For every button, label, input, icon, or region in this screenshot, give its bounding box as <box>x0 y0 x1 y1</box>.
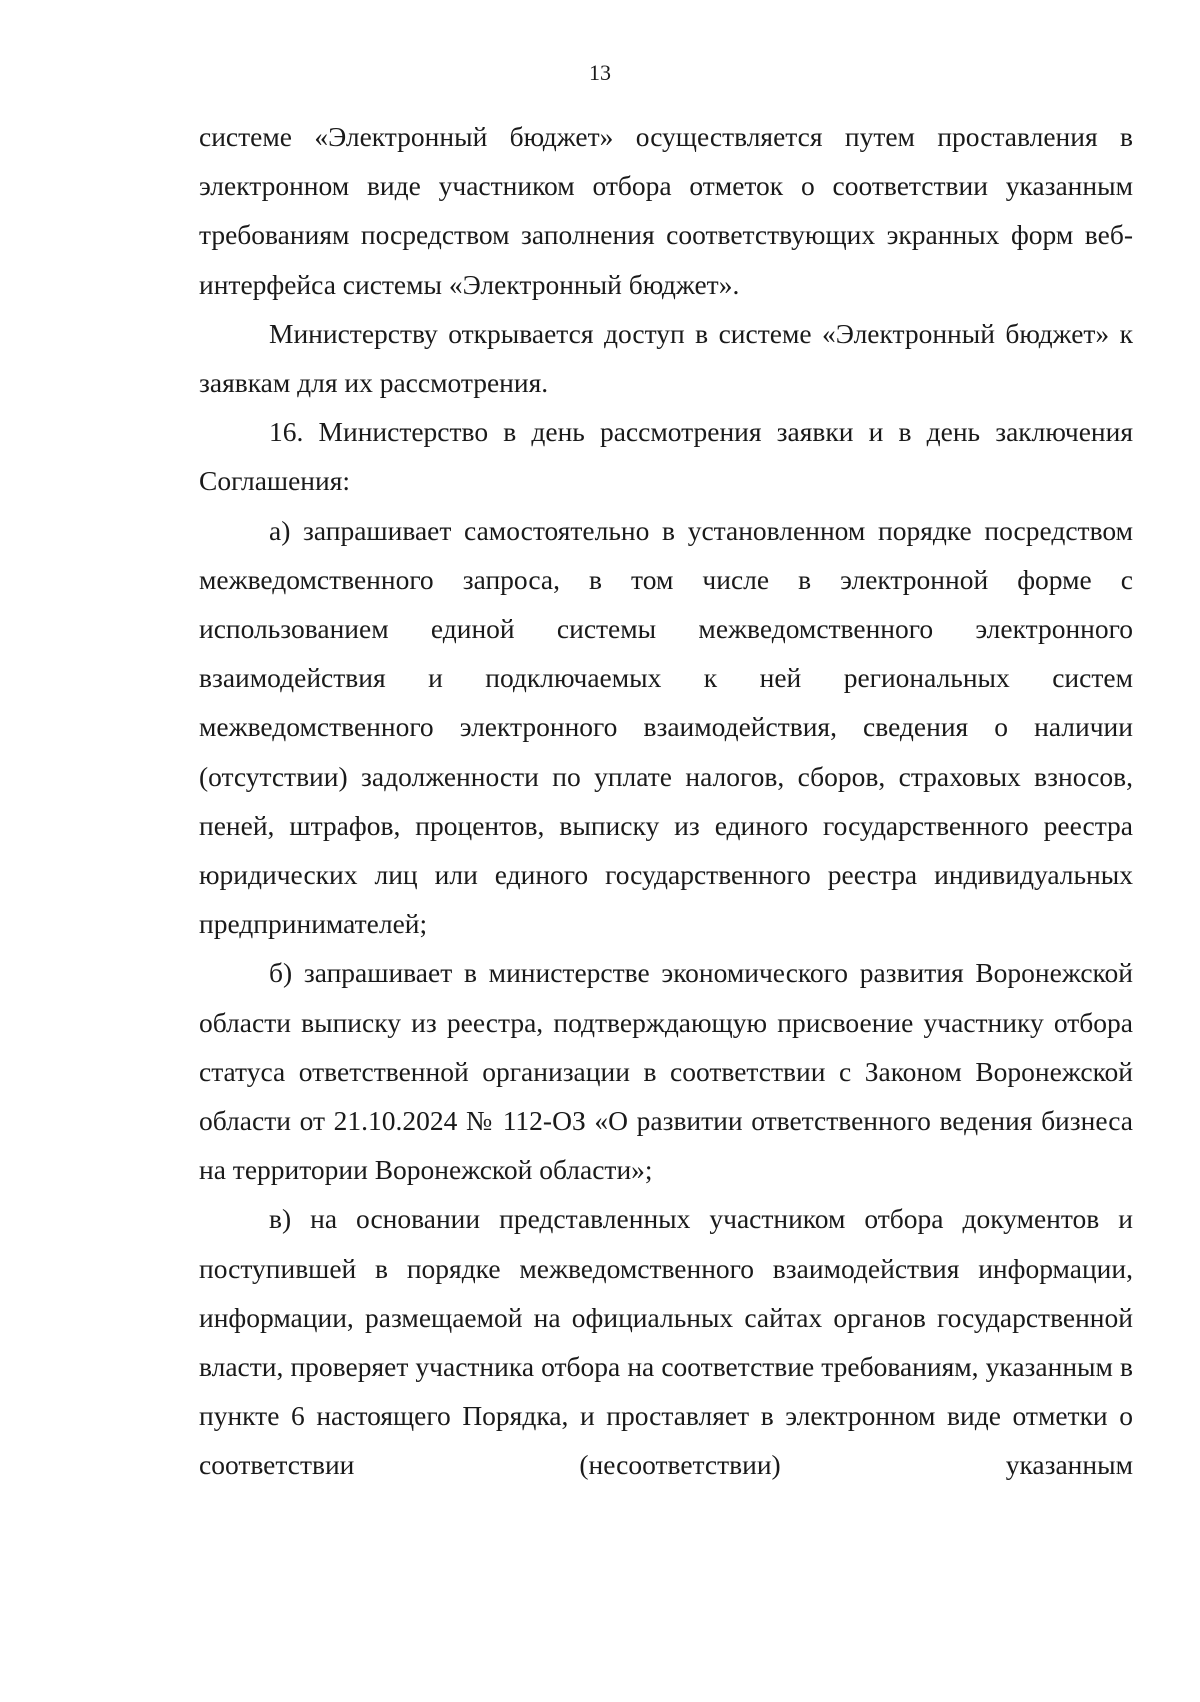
paragraph-continuation: системе «Электронный бюджет» осуществляется путем проставления в электронном виде участником отбора отметок о соответствии указанным требованиям посредством заполнения соответствующих экранных форм веб-интерфейса системы «Электронный бюджет». <box>199 121 1133 300</box>
paragraph-item-16: 16. Министерство в день рассмотрения заявки и в день заключения Соглашения: <box>199 416 1133 497</box>
document-body <box>199 112 1133 1490</box>
paragraph-ministry-access: Министерству открывается доступ в системе «Электронный бюджет» к заявкам для их рассмотрения. <box>199 317 1133 399</box>
paragraph-item-a: а) запрашивает самостоятельно в установленном порядке посредством межведомственного запроса, в том числе в электронной форме с использованием единой системы межведомственного электронного взаимодействия и подключаемых к ней региональных систем межведомственного электронного взаимодействия, сведения о наличии (отсутствии) задолженности по уплате налогов, сборов, страховых взносов, пеней, штрафов, процентов, выписку из единого государственного реестра юридических лиц или единого государственного реестра индивидуальных предпринимателей; <box>199 514 1133 940</box>
page-number: 13 <box>589 60 611 85</box>
paragraph-item-b: б) запрашивает в министерстве экономического развития Воронежской области выписку из реестра, подтверждающую присвоение участнику отбора статуса ответственной организации в соответствии с Законом Воронежской области от 21.10.2024 № 112-ОЗ «О развитии ответственного ведения бизнеса на территории Воронежской области»; <box>199 957 1133 1186</box>
paragraph-item-v: в) на основании представленных участником отбора документов и поступившей в порядке межведомственного взаимодействия информации, информации, размещаемой на официальных сайтах органов государственной власти, проверяет участника отбора на соответствие требованиям, указанным в пункте 6 настоящего Порядка, и проставляет в электронном виде отметки о соответствии (несоответствии) указанным <box>199 1203 1133 1481</box>
